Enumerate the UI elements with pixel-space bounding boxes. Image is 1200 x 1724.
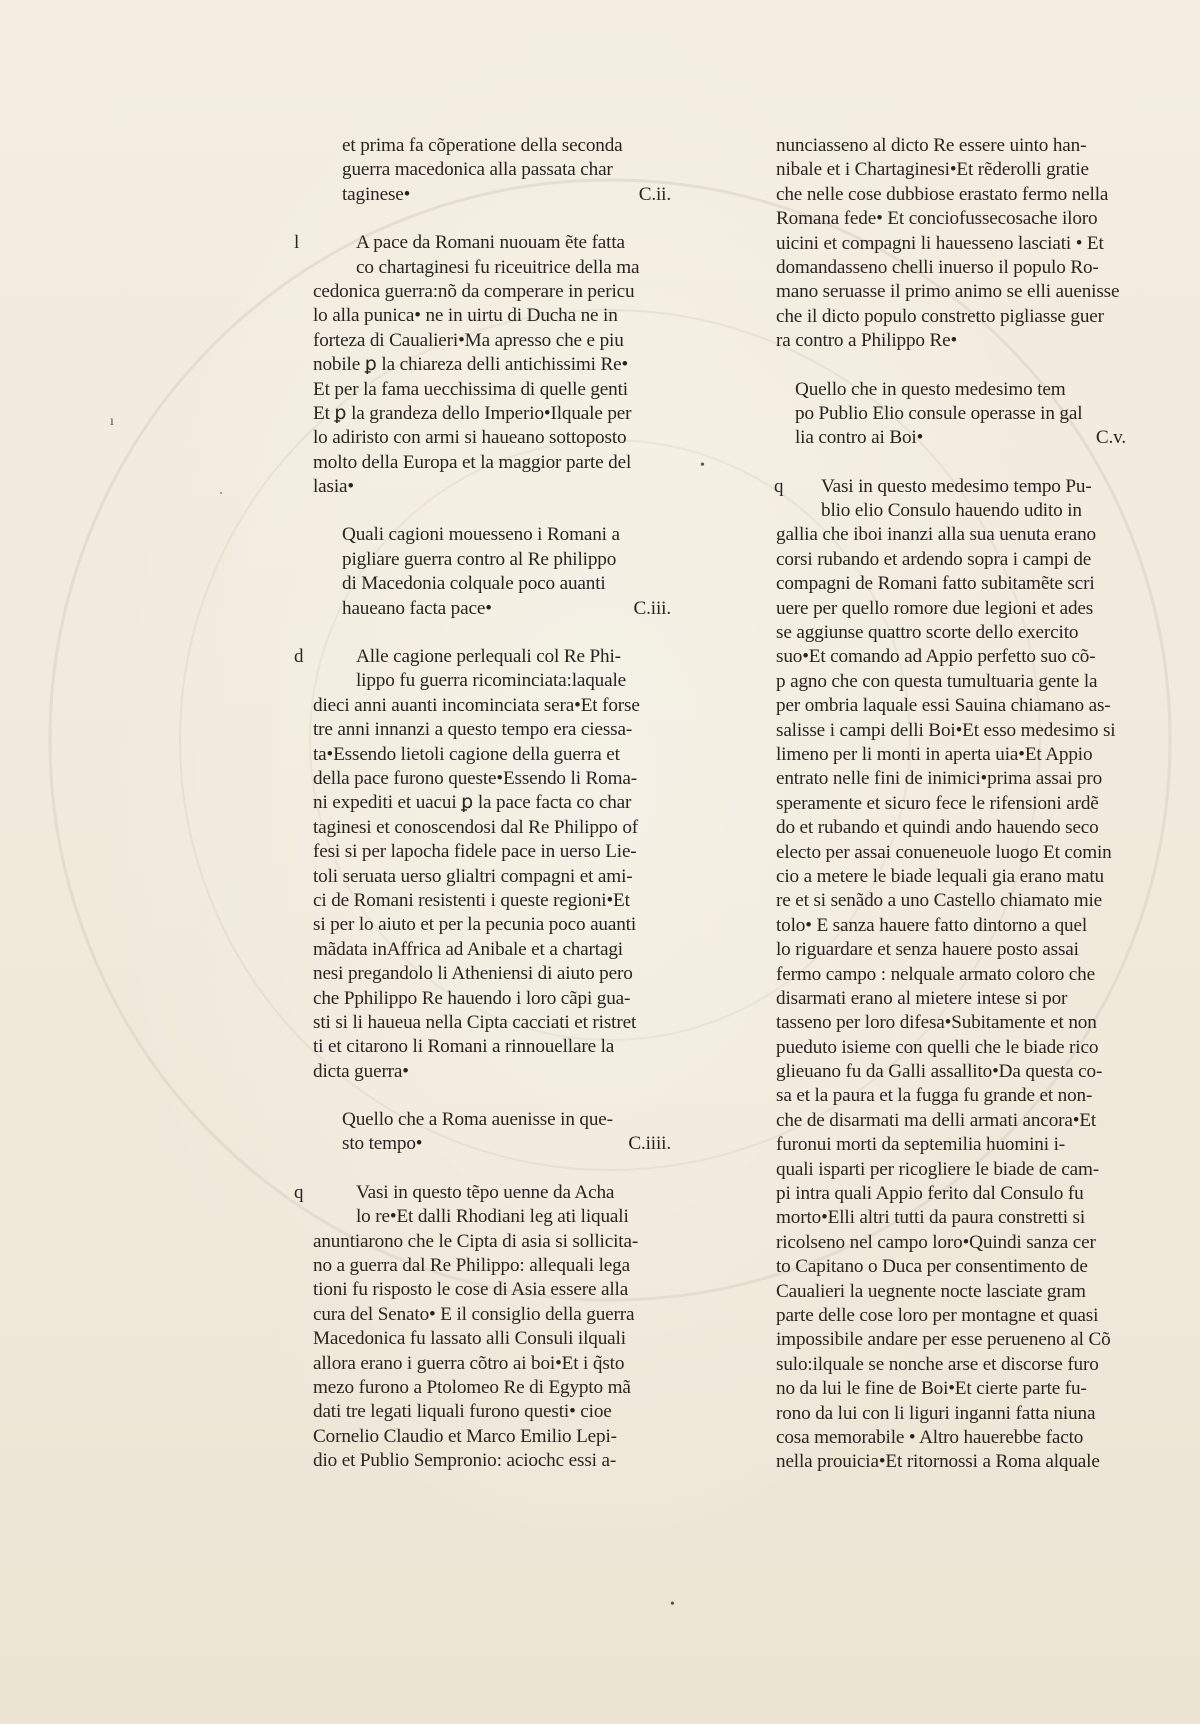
text-line: fermo campo : nelquale armato coloro che <box>776 963 1095 985</box>
text-line: nibale et i Chartaginesi•Et rẽderolli gratie <box>776 159 1089 181</box>
text-line: nesi pregandolo li Atheniensi di aiuto pero <box>313 963 633 985</box>
text-line: che de disarmati ma delli armati ancora•Et <box>776 1109 1097 1131</box>
text-line: dieci anni auanti incominciata sera•Et forse <box>313 694 640 716</box>
chapter-number: C.iiii. <box>628 1133 671 1155</box>
text-line: lippo fu guerra ricominciata:laquale <box>356 670 627 692</box>
text-line: se aggiunse quattro scorte dello exercito <box>776 622 1079 644</box>
text-line: mãdata inAffrica ad Anibale et a chartagi <box>313 938 623 960</box>
right-column <box>776 134 1130 1475</box>
text-line: Vasi in questo medesimo tempo Pu- <box>821 475 1092 497</box>
text-line: p agno che con questa tumultuaria gente la <box>776 670 1098 692</box>
text-line: che il dicto populo constretto pigliasse guer <box>776 305 1104 327</box>
text-line: dicta guerra• <box>313 1060 409 1082</box>
paragraph <box>294 231 675 499</box>
chapter-number: C.v. <box>1095 427 1126 449</box>
text-line: lo re•Et dalli Rhodiani leg ati liquali <box>356 1206 629 1228</box>
text-line: re et si senãdo a uno Castello chiamato mie <box>776 890 1103 912</box>
text-line: Romana fede• Et conciofussecosache iloro <box>776 208 1098 230</box>
text-line: sti si li haueua nella Cipta cacciati et ristret <box>313 1011 637 1033</box>
text-line: ra contro a Philippo Re• <box>776 330 958 352</box>
heading-line: di Macedonia colquale poco auanti <box>342 573 606 595</box>
text-line: pueduto isieme con quelli che le biade rico <box>776 1036 1099 1058</box>
text-line: morto•Elli altri tutti da paura constretti si <box>776 1207 1086 1229</box>
text-line: lo riguardare et senza hauere posto assai <box>776 939 1079 961</box>
text-line: uicini et compagni li hauesseno lasciati • Et <box>776 232 1104 254</box>
text-line: glieuano fu da Galli assallito•Da questa co- <box>776 1061 1103 1083</box>
text-line: compagni de Romani fatto subitamẽte scri <box>776 573 1095 595</box>
heading-line: haueano facta pace• <box>342 597 492 619</box>
text-line: disarmati erano al mietere intese si por <box>776 987 1068 1009</box>
heading-line: Quello che in questo medesimo tem <box>795 378 1066 400</box>
guide-letter: q <box>774 475 784 497</box>
text-line: lasia• <box>313 476 354 498</box>
text-line: lo alla punica• ne in uirtu di Ducha ne in <box>313 305 618 327</box>
text-line: per ombria laquale essi Sauina chiamano as- <box>776 695 1111 717</box>
text-line: furonui morti da septemilia huomini i- <box>776 1134 1065 1156</box>
text-line: ricolseno nel campo loro•Quindi sanza cer <box>776 1231 1096 1253</box>
text-line: impossibile andare per esse perueneno al Cõ <box>776 1329 1111 1351</box>
text-line: blio elio Consulo hauendo udito in <box>821 500 1082 522</box>
heading-line: et prima fa cõperatione della seconda <box>342 135 623 156</box>
text-line: ni expediti et uacui ꝑ la pace facta co char <box>313 792 632 814</box>
heading-line: po Publio Elio consule operasse in gal <box>795 402 1083 424</box>
text-line: no da lui le fine de Boi•Et cierte parte fu- <box>776 1378 1087 1400</box>
text-line: suo•Et comando ad Appio perfetto suo cõ- <box>776 646 1096 668</box>
text-line: allora erano i guerra cõtro ai boi•Et i q̃sto <box>313 1352 625 1374</box>
text-line: fesi si per lapocha fidele pace in uerso Lie- <box>313 841 637 863</box>
text-line: electo per assai conueneuole luogo Et comin <box>776 841 1112 863</box>
text-line: cura del Senato• E il consiglio della guerra <box>313 1303 635 1325</box>
text-line: corsi rubando et ardendo sopra i campi de <box>776 548 1092 570</box>
text-line: cedonica guerra:nõ da comperare in pericu <box>313 280 635 302</box>
text-line: salisse i campi delli Boi•Et esso medesimo si <box>776 719 1116 741</box>
heading-line: pigliare guerra contro al Re philippo <box>342 548 617 570</box>
text-line: ta•Essendo lietoli cagione della guerra et <box>313 743 620 765</box>
heading-line: sto tempo• <box>342 1133 423 1155</box>
text-line: che Pphilippo Re hauendo i loro cãpi gua- <box>313 987 631 1009</box>
text-line: si per lo aiuto et per la pecunia poco auanti <box>313 914 637 936</box>
text-line: ci de Romani resistenti i queste regioni•Et <box>313 889 630 911</box>
heading-line: Quello che a Roma auenisse in que- <box>342 1109 613 1131</box>
text-line: speramente et sicuro fece le rifensioni ardẽ <box>776 792 1099 814</box>
text-line: anuntiarono che le Cipta di asia si sollicita- <box>313 1230 639 1252</box>
stain-dot: ı <box>110 414 114 429</box>
text-line: nunciasseno al dicto Re essere uinto han- <box>776 135 1087 156</box>
text-line: quali isparti per ricogliere le biade de cam- <box>776 1158 1100 1180</box>
guide-letter: l <box>294 232 300 254</box>
text-line: parte delle cose loro per montagne et quasi <box>776 1304 1099 1326</box>
text-line: Et ꝑ la grandeza dello Imperio•Ilquale per <box>313 402 632 424</box>
text-line: limeno per li monti in aperta uia•Et Appio <box>776 743 1093 765</box>
text-line: gallia che iboi inanzi alla sua uenuta erano <box>776 524 1096 546</box>
chapter-number: C.ii. <box>638 183 671 205</box>
chapter-heading <box>342 1108 675 1157</box>
guide-letter: d <box>294 646 304 668</box>
heading-line: guerra macedonica alla passata char <box>342 159 613 181</box>
text-line: Caualieri la uegnente nocte lasciate gram <box>776 1280 1086 1302</box>
text-line: sa et la paura et la fugga fu grande et non- <box>776 1085 1093 1107</box>
stain-dot: • <box>700 458 705 473</box>
text-line: Et per la fama uecchissima di quelle genti <box>313 378 628 400</box>
text-line: A pace da Romani nuouam ẽte fatta <box>356 232 625 254</box>
text-line: nella prouicia•Et ritornossi a Roma alquale <box>776 1451 1100 1473</box>
text-line: lo adiristo con armi si haueano sottoposto <box>313 427 627 449</box>
chapter-heading <box>342 134 675 207</box>
paragraph <box>776 475 1130 1475</box>
heading-line: Quali cagioni mouesseno i Romani a <box>342 524 620 546</box>
text-line: mano seruasse il primo animo se elli auenisse <box>776 281 1120 303</box>
paragraph <box>294 645 675 1084</box>
text-line: to Capitano o Duca per consentimento de <box>776 1256 1088 1278</box>
stain-dot: ᐧ <box>219 487 223 502</box>
text-line: Vasi in questo tẽpo uenne da Acha <box>356 1181 615 1203</box>
text-line: Cornelio Claudio et Marco Emilio Lepi- <box>313 1425 617 1447</box>
text-line: taginesi et conoscendosi dal Re Philippo of <box>313 816 639 838</box>
text-line: co chartaginesi fu riceuitrice della ma <box>356 256 640 278</box>
text-line: della pace furono queste•Essendo li Roma- <box>313 767 637 789</box>
text-line: cosa memorabile • Altro hauerebbe facto <box>776 1426 1084 1448</box>
text-line: Macedonica fu lassato alli Consuli ilquali <box>313 1328 626 1350</box>
left-column <box>294 134 675 1474</box>
text-line: dati tre legati liquali furono questi• cioe <box>313 1401 612 1423</box>
text-line: che nelle cose dubbiose erastato fermo nella <box>776 183 1109 205</box>
text-line: tasseno per loro difesa•Subitamente et non <box>776 1012 1097 1034</box>
text-line: uere per quello romore due legioni et ades <box>776 597 1094 619</box>
chapter-number: C.iii. <box>633 597 671 619</box>
paragraph <box>294 1181 675 1474</box>
text-line: forteza di Caualieri•Ma apresso che e piu <box>313 329 624 351</box>
text-line: molto della Europa et la maggior parte del <box>313 451 632 473</box>
paragraph <box>776 134 1130 354</box>
text-line: domandasseno chelli inuerso il populo Ro- <box>776 256 1099 278</box>
text-line: tre anni innanzi a questo tempo era ciessa- <box>313 719 633 741</box>
text-line: mezo furono a Ptolomeo Re di Egypto mã <box>313 1376 631 1398</box>
heading-line: taginese• <box>342 183 411 205</box>
text-line: tioni fu risposto le cose di Asia essere alla <box>313 1279 629 1301</box>
text-line: cio a metere le biade lequali gia erano matu <box>776 865 1104 887</box>
heading-line: lia contro ai Boi• <box>795 427 924 449</box>
guide-letter: q <box>294 1181 304 1203</box>
text-line: no a guerra dal Re Philippo: allequali lega <box>313 1255 630 1277</box>
text-line: pi intra quali Appio ferito dal Consulo fu <box>776 1183 1084 1205</box>
text-line: tolo• E sanza hauere fatto dintorno a quel <box>776 914 1088 936</box>
chapter-heading <box>342 523 675 621</box>
text-line: do et rubando et quindi ando hauendo seco <box>776 817 1099 839</box>
text-line: sulo:ilquale se nonche arse et discorse furo <box>776 1353 1099 1375</box>
text-line: rono da lui con li liguri inganni fatta niuna <box>776 1402 1096 1424</box>
chapter-heading <box>795 378 1130 451</box>
stain-dot: • <box>670 1597 675 1612</box>
text-line: nobile ꝑ la chiareza delli antichissimi Re• <box>313 354 629 376</box>
text-line: dio et Publio Sempronio: aciochc essi a- <box>313 1450 617 1472</box>
text-line: ti et citarono li Romani a rinnouellare la <box>313 1036 615 1058</box>
text-line: Alle cagione perlequali col Re Phi- <box>356 646 621 668</box>
text-line: entrato nelle fini de inimici•prima assai pro <box>776 768 1103 790</box>
text-line: toli seruata uerso glialtri compagni et ami- <box>313 865 633 887</box>
